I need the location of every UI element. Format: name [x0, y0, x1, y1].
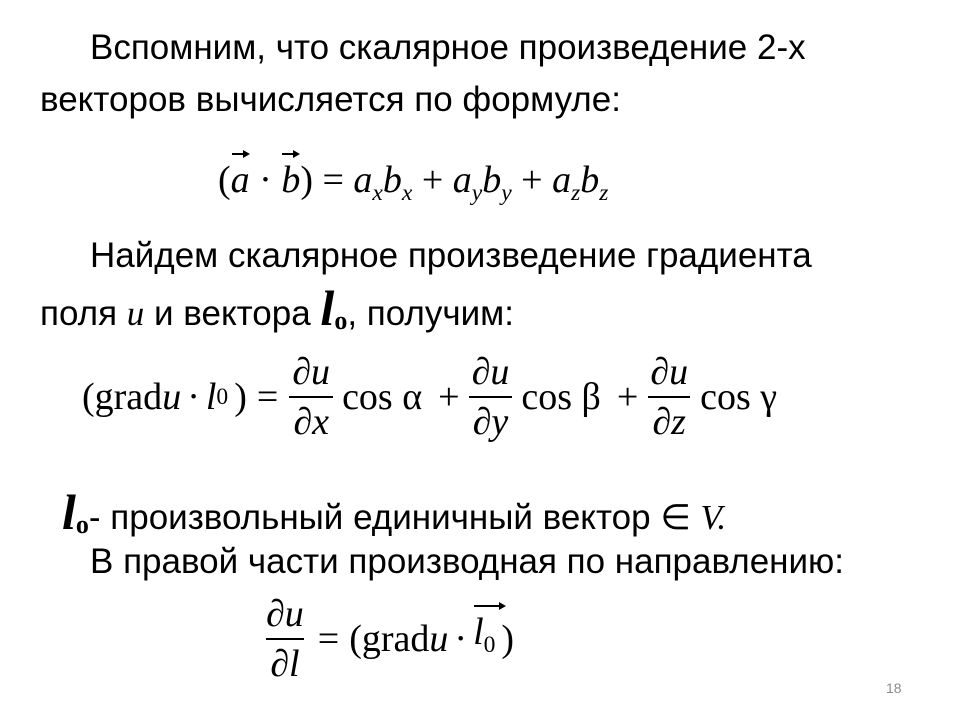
- vector-l0: $l_0$: [473, 610, 495, 667]
- text-line-2: векторов вычисляется по формуле:: [40, 80, 621, 119]
- vector-l0: lo: [62, 484, 89, 540]
- partial-u-over-l: $\frac{\partial u}{\partial l}$: [266, 593, 304, 685]
- paren-close: ): [300, 159, 313, 201]
- partial-u-over-y: $\frac{\partial u}{\partial y}$: [468, 350, 514, 444]
- text-line-1: Вспомним, что скалярное произведение 2-х: [90, 28, 806, 67]
- text-line-3: Найдем скалярное произведение градиента: [90, 236, 812, 275]
- dot-operator: ·: [259, 159, 272, 201]
- element-of-symbol: ∈: [660, 498, 691, 537]
- text-line-5: lo- произвольный единичный вектор ∈ V.: [62, 484, 727, 540]
- variable-u: u: [126, 294, 145, 333]
- equals-sign: =: [322, 159, 344, 201]
- vector-arrow-icon: [231, 148, 251, 160]
- directional-derivative-formula: $\frac{\partial u}{\partial l}$ = (grad u · $l_0$ ): [262, 592, 514, 686]
- text-line-4: поля u и вектора lo, получим:: [40, 280, 514, 336]
- vector-arrow-icon: [473, 600, 507, 612]
- vector-a: a: [231, 158, 250, 202]
- gradient-formula: (grad u · l 0 ) = $\frac{\partial u}{\partial x}$ cos α + $\frac{\partial u}{\partial y}$ cos β + $\frac{\partial u}{\partial z}$ cos γ: [82, 351, 778, 443]
- slide-number: 18: [886, 680, 902, 696]
- vector-arrow-icon: [281, 148, 301, 160]
- text-line-6: В правой части производная по направлению:: [90, 542, 845, 581]
- partial-u-over-x: $\frac{\partial u}{\partial x}$: [288, 350, 334, 444]
- vector-b: b: [281, 158, 300, 202]
- dot-product-formula: ( a · $b) = a_xb_x + a_yb_y + a_zb_z$: [218, 158, 608, 215]
- vector-l0: lo: [320, 280, 348, 336]
- plus-sign: +: [421, 159, 444, 201]
- plus-sign: +: [521, 159, 543, 201]
- paren-open: (: [218, 159, 231, 201]
- partial-u-over-z: $\frac{\partial u}{\partial z}$: [650, 351, 689, 443]
